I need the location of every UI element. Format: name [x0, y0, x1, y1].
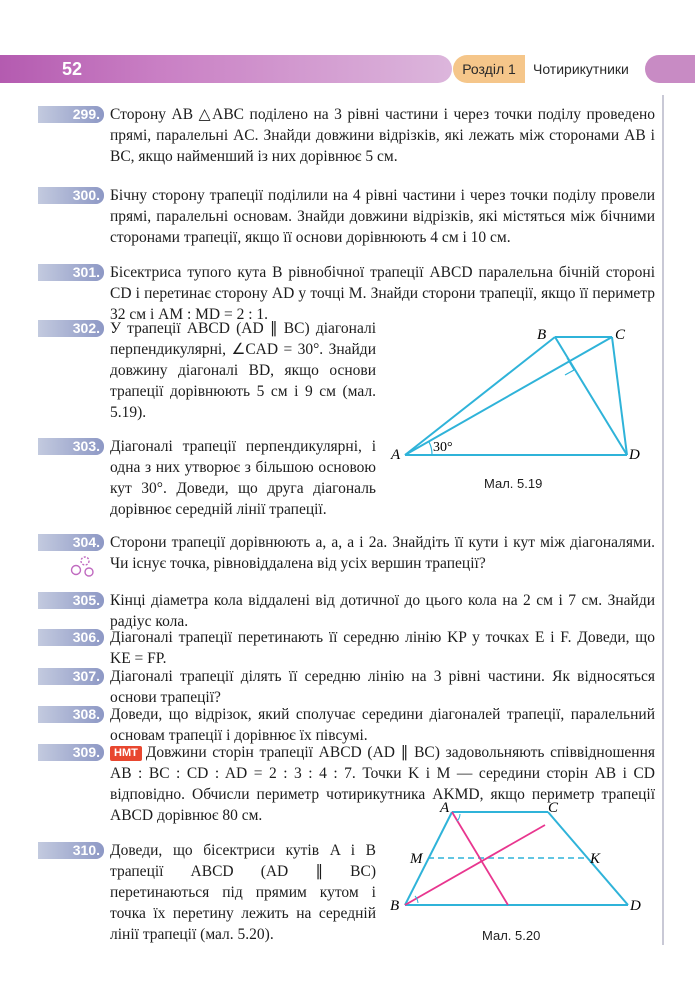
diagonal-ac — [405, 337, 612, 455]
problem-text: Діагоналі трапеції перпендикулярні, і одна з них утворює з більшою основою кут 30°. Доведи, що друга діагональ дорівнює середній лінії трапеції. — [110, 438, 376, 518]
label-c: C — [615, 327, 626, 343]
problem-number: 300. — [38, 187, 104, 204]
margin-rule — [662, 95, 664, 945]
label-a: A — [391, 447, 401, 463]
angle-arc — [429, 442, 432, 455]
problem-text: У трапеції ABCD (AD ∥ BC) діагоналі перпендикулярні, ∠CAD = 30°. Знайди довжину діагоналі BD, якщо основи трапеції дорівнюють 5 см і 9 см (мал. 5.19). — [110, 320, 376, 421]
label-c: C — [548, 800, 559, 816]
label-m: M — [410, 851, 423, 867]
problem-text: Доведи, що відрізок, який сполучає середини діагоналей трапеції, паралельний основам трапеції і дорівнює їх півсумі. — [110, 706, 655, 744]
section-label: Розділ 1 — [453, 55, 525, 83]
label-d: D — [630, 898, 641, 914]
angle-label: 30° — [433, 440, 453, 455]
page-number: 52 — [62, 59, 83, 79]
header-bar-right — [645, 55, 695, 83]
problem-text: Сторони трапеції дорівнюють a, a, a і 2a. Знайдіть її кути і кут між діагоналями. Чи існує точка, рівновіддалена від усіх вершин трапеції? — [110, 534, 655, 572]
diagonal-bd — [555, 337, 627, 455]
problem-text: Діагоналі трапеції ділять її середню лінію на 3 рівні частини. Як відносяться основи трапеції? — [110, 668, 655, 706]
figure-5-19-caption: Мал. 5.19 — [484, 476, 543, 491]
problem-text: Бічну сторону трапеції поділили на 4 рівні частини і через точки поділу провели прямі, паралельні основам. Знайди довжини відрізків, які містяться між бічними сторонами трапеції, якщо її основи дорівнюють 4 см і 10 см. — [110, 187, 655, 246]
label-b: B — [390, 898, 400, 914]
section-title: Чотирикутники — [533, 61, 629, 77]
problem-text: Бісектриса тупого кута B рівнобічної трапеції ABCD паралельна бічній стороні CD і перетинає сторону AD у точці M. Знайди сторони трапеції, якщо її периметр 32 см і AM : MD = 2 : 1. — [110, 264, 655, 323]
figure-5-20-caption: Мал. 5.20 — [482, 928, 541, 943]
nmt-badge: НМТ — [110, 746, 142, 761]
label-d: D — [629, 447, 640, 463]
problem-text: Сторону AB △ABC поділено на 3 рівні частини і через точки поділу проведено прямі, паралельні AC. Знайди довжини відрізків, які лежать між сторонами AB і BC, якщо найменший із них дорівнює 5 см. — [110, 106, 655, 165]
label-k: K — [590, 851, 601, 867]
problem-number: 306. — [38, 629, 104, 646]
problem-text: Кінці діаметра кола віддалені від дотичної до цього кола на 2 см і 7 см. Знайди радіус кола. — [110, 592, 655, 630]
label-a: A — [440, 800, 450, 816]
problem-number: 303. — [38, 438, 104, 455]
problem-text: Доведи, що бісектриси кутів A і B трапеції ABCD (AD ∥ BC) перетинаються під прямим кутом і точка їх перетину лежить на середній лінії трапеції (мал. 5.20). — [110, 842, 376, 943]
problem-number: 301. — [38, 264, 104, 281]
figure-5-20 — [390, 800, 650, 920]
problem-text: Діагоналі трапеції перетинають її середню лінію KP у точках E і F. Доведи, що KE = FP. — [110, 629, 655, 667]
problem-number: 302. — [38, 320, 104, 337]
label-b: B — [537, 327, 547, 343]
problem-number: 310. — [38, 842, 104, 859]
problem-number: 299. — [38, 106, 104, 123]
side-cd — [612, 337, 627, 455]
problem-number: 307. — [38, 668, 104, 685]
problem-number: 308. — [38, 706, 104, 723]
problem-number: 309. — [38, 744, 104, 761]
group-work-icon — [70, 556, 96, 578]
side-ab — [405, 337, 555, 455]
problem-number: 304. — [38, 534, 104, 551]
figure-5-19 — [385, 325, 650, 465]
page-header — [0, 55, 695, 83]
angle-arc-a — [457, 814, 460, 821]
problem-number: 305. — [38, 592, 104, 609]
problem-text: Довжини сторін трапеції ABCD (AD ∥ BC) задовольняють співвідношення AB : BC : CD : AD = 2 : 3 : 4 : 7. Точки K і M — середини сторін AB і CD відповідно. Обчисли периметр чотирикутника AKMD, якщо периметр трапеції ABCD дорівнює 80 см. — [110, 744, 655, 824]
header-bar-left — [0, 55, 452, 83]
